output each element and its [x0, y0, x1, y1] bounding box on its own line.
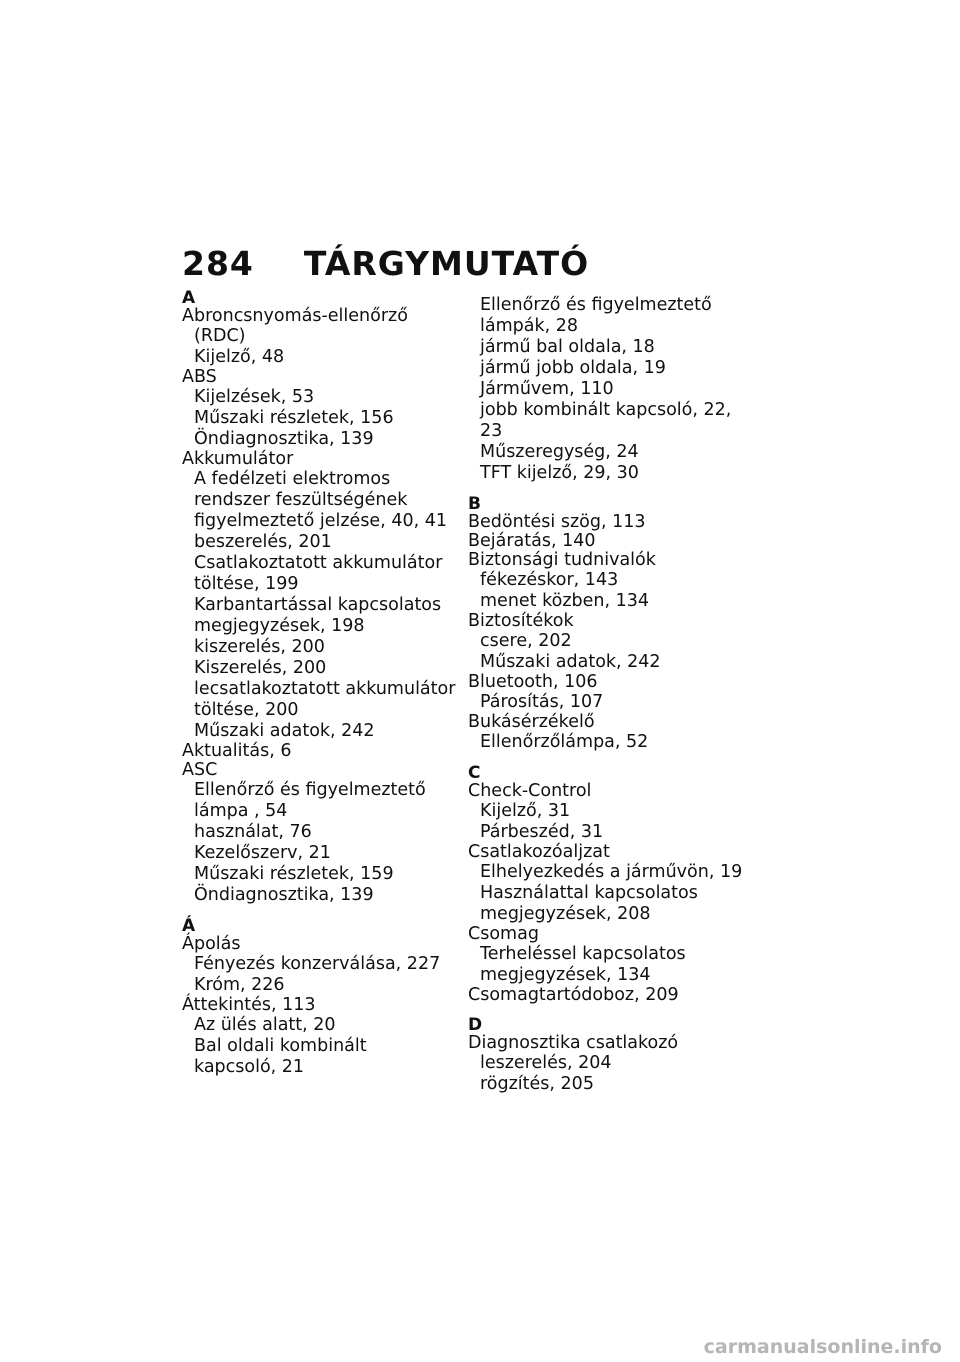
index-entry: Akkumulátor [182, 449, 294, 469]
index-entry: Csomagtartódoboz, 209 [468, 985, 679, 1005]
index-subentry: Öndiagnosztika, 139 [194, 429, 374, 449]
index-subentry: 23 [480, 421, 503, 441]
index-subentry: rögzítés, 205 [480, 1074, 594, 1094]
index-entry: Áttekintés, 113 [182, 995, 316, 1015]
index-subentry: Fényezés konzerválása, 227 [194, 954, 441, 974]
index-subentry: Műszaki adatok, 242 [480, 652, 661, 672]
index-entry: Bedöntési szög, 113 [468, 512, 646, 532]
index-entry: Csomag [468, 924, 539, 944]
page-title: TÁRGYMUTATÓ [303, 244, 590, 283]
index-entry: Diagnosztika csatlakozó [468, 1033, 679, 1053]
index-subentry: csere, 202 [480, 631, 572, 651]
index-subentry: lámpák, 28 [480, 316, 578, 336]
index-subentry: Kezelőszerv, 21 [194, 843, 331, 863]
index-subentry: rendszer feszültségének [194, 490, 408, 510]
index-entry: ASC [182, 760, 218, 780]
index-subentry: figyelmeztető jelzése, 40, 41 [194, 511, 447, 531]
index-subentry: jármű bal oldala, 18 [480, 337, 655, 357]
index-subentry: Ellenőrzőlámpa, 52 [480, 732, 649, 752]
index-subentry: Karbantartással kapcsolatos [194, 595, 442, 615]
section-letter: B [468, 494, 481, 514]
section-letter: A [182, 288, 196, 308]
index-subentry: jármű jobb oldala, 19 [480, 358, 666, 378]
index-subentry: Kiszerelés, 200 [194, 658, 327, 678]
index-subentry: Az ülés alatt, 20 [194, 1015, 336, 1035]
index-subentry: használat, 76 [194, 822, 312, 842]
index-subentry: beszerelés, 201 [194, 532, 332, 552]
index-entry: Check-Control [468, 781, 592, 801]
index-column-left [182, 290, 457, 1078]
index-entry: Bejáratás, 140 [468, 531, 596, 551]
index-subentry: A fedélzeti elektromos [194, 469, 391, 489]
index-entry: Ápolás [182, 934, 241, 954]
index-subentry: megjegyzések, 134 [480, 965, 651, 985]
index-subentry: leszerelés, 204 [480, 1053, 612, 1073]
index-subentry: Terheléssel kapcsolatos [480, 944, 686, 964]
section-letter: C [468, 763, 481, 783]
index-entry: Bluetooth, 106 [468, 672, 598, 692]
index-subentry: lámpa , 54 [194, 801, 288, 821]
page-header [182, 244, 589, 283]
index-entry: Biztosítékok [468, 611, 574, 631]
watermark: carmanualsonline.info [703, 1336, 942, 1358]
index-entry: Csatlakozóaljzat [468, 842, 610, 862]
index-subentry: Párosítás, 107 [480, 692, 604, 712]
index-entry: Abroncsnyomás-ellenőrző [182, 306, 408, 326]
index-entry: Biztonsági tudnivalók [468, 550, 656, 570]
index-entry: Aktualitás, 6 [182, 741, 292, 761]
index-subentry: Csatlakoztatott akkumulátor [194, 553, 443, 573]
index-column-right [468, 295, 743, 1095]
page-number: 284 [182, 244, 254, 283]
index-subentry: Műszaki részletek, 156 [194, 408, 394, 428]
index-subentry: Járművem, 110 [480, 379, 614, 399]
index-subentry: lecsatlakoztatott akkumulátor [194, 679, 456, 699]
section-letter: D [468, 1015, 483, 1035]
index-subentry: Párbeszéd, 31 [480, 822, 604, 842]
index-subentry: TFT kijelző, 29, 30 [480, 463, 639, 483]
index-subentry: Műszaki adatok, 242 [194, 721, 375, 741]
section-letter: Á [182, 916, 196, 936]
index-subentry: Bal oldali kombinált [194, 1036, 367, 1056]
index-subentry: töltése, 199 [194, 574, 299, 594]
index-subentry: Öndiagnosztika, 139 [194, 885, 374, 905]
index-subentry: Elhelyezkedés a járművön, 19 [480, 862, 743, 882]
index-subentry: Használattal kapcsolatos [480, 883, 698, 903]
index-subentry: Kijelző, 48 [194, 347, 285, 367]
index-subentry: megjegyzések, 198 [194, 616, 365, 636]
index-entry: ABS [182, 367, 217, 387]
index-subentry: Kijelzések, 53 [194, 387, 315, 407]
index-subentry: Kijelző, 31 [480, 801, 571, 821]
index-subentry: töltése, 200 [194, 700, 299, 720]
index-subentry: Ellenőrző és figyelmeztető [480, 295, 712, 315]
index-subentry: jobb kombinált kapcsoló, 22, [480, 400, 732, 420]
index-subentry: kapcsoló, 21 [194, 1057, 305, 1077]
index-subentry: Műszeregység, 24 [480, 442, 639, 462]
index-subentry: fékezéskor, 143 [480, 570, 619, 590]
index-entry: Bukásérzékelő [468, 712, 595, 732]
index-subentry: Ellenőrző és figyelmeztető [194, 780, 426, 800]
index-subentry: Króm, 226 [194, 975, 285, 995]
index-subentry: kiszerelés, 200 [194, 637, 325, 657]
index-subentry: megjegyzések, 208 [480, 904, 651, 924]
index-subentry: (RDC) [194, 326, 246, 346]
index-subentry: menet közben, 134 [480, 591, 649, 611]
index-subentry: Műszaki részletek, 159 [194, 864, 394, 884]
